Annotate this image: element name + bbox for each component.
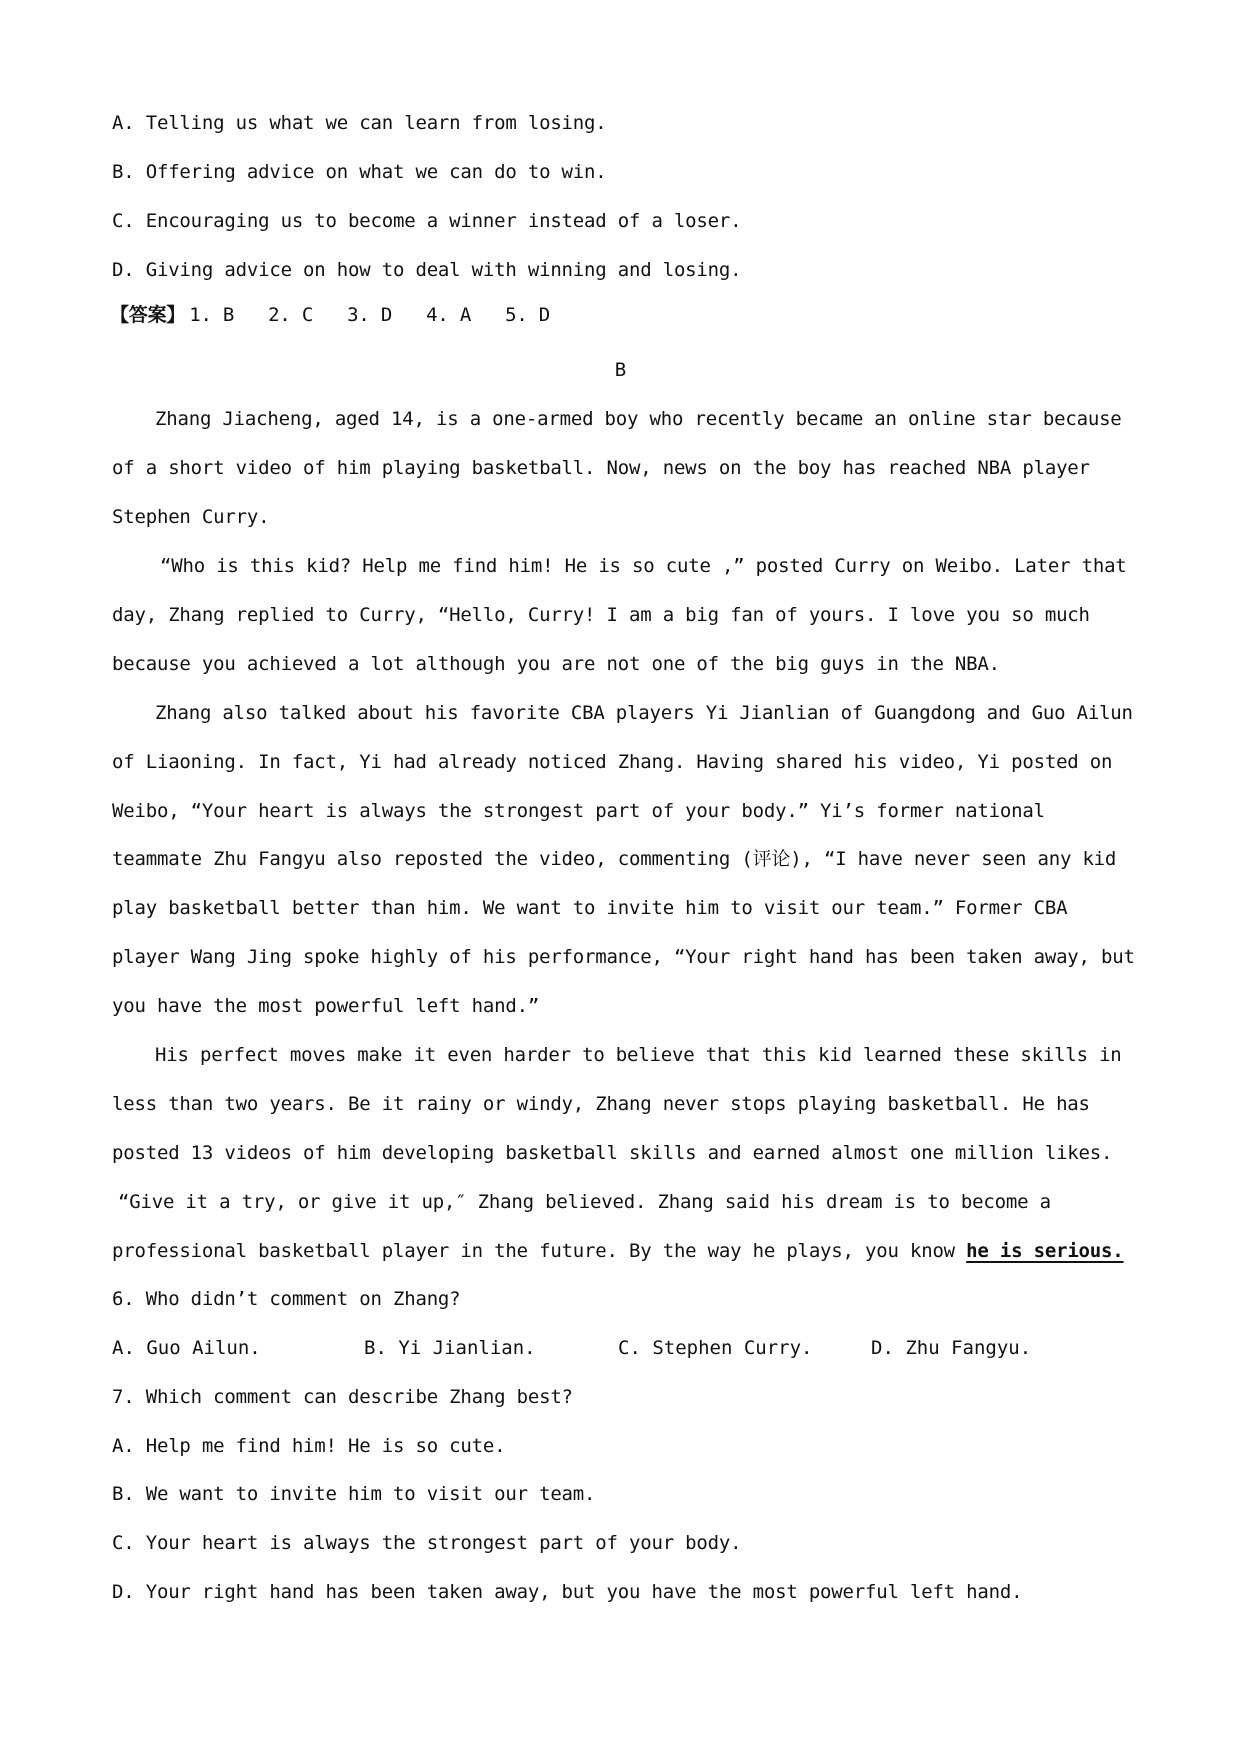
answer-key [110, 303, 584, 327]
passage-text: professional basketball player in the future. By the way he plays, you know [112, 1240, 967, 1262]
q6-option-c: C. Stephen Curry. [618, 1337, 813, 1359]
q7-option-b: B. We want to invite him to visit our team. [112, 1483, 596, 1505]
q7-option-d: D. Your right hand has been taken away, but you have the most powerful left hand. [112, 1581, 1023, 1603]
q7-option-c: C. Your heart is always the strongest part of your body. [112, 1532, 742, 1554]
passage-text: teammate Zhu Fangyu also reposted the video, commenting ( [112, 848, 753, 870]
q6-option-a: A. Guo Ailun. [112, 1337, 261, 1359]
prev-option-d: D. Giving advice on how to deal with winning and losing. [112, 259, 742, 281]
passage-text: ), “I have never seen any kid [790, 848, 1117, 870]
prev-option-c: C. Encouraging us to become a winner instead of a loser. [112, 210, 742, 232]
answer-item: 1. B [189, 304, 235, 326]
prev-option-a: A. Telling us what we can learn from losing. [112, 112, 607, 134]
passage-line: posted 13 videos of him developing basketball skills and earned almost one million likes. [112, 1142, 1113, 1164]
section-title: B [614, 359, 627, 381]
passage-line: you have the most powerful left hand.” [112, 995, 540, 1017]
passage-line: “Who is this kid? Help me find him! He is so cute ,” posted Curry on Weibo. Later that [160, 555, 1127, 577]
answer-item: 4. A [426, 304, 472, 326]
passage-line [112, 847, 1116, 871]
prev-option-b: B. Offering advice on what we can do to win. [112, 161, 607, 183]
passage-line: Zhang Jiacheng, aged 14, is a one-armed boy who recently became an online star because [155, 408, 1122, 430]
passage-line: of a short video of him playing basketball. Now, news on the boy has reached NBA player [112, 457, 1090, 479]
answer-item: 2. C [268, 304, 314, 326]
q7-option-a: A. Help me find him! He is so cute. [112, 1435, 506, 1457]
passage-line: Stephen Curry. [112, 506, 270, 528]
passage-line: “Give it a try, or give it up,″ Zhang believed. Zhang said his dream is to become a [118, 1191, 1051, 1213]
answer-item: 3. D [347, 304, 393, 326]
passage-line: because you achieved a lot although you are not one of the big guys in the NBA. [112, 653, 1000, 675]
chinese-gloss: 评论 [752, 848, 791, 870]
q6-option-b: B. Yi Jianlian. [364, 1337, 536, 1359]
answer-label: 【答案】 [110, 304, 186, 326]
passage-line: day, Zhang replied to Curry, “Hello, Curry! I am a big fan of yours. I love you so much [112, 604, 1090, 626]
passage-line: His perfect moves make it even harder to believe that this kid learned these skills in [155, 1044, 1122, 1066]
q6-option-d: D. Zhu Fangyu. [871, 1337, 1032, 1359]
passage-line: player Wang Jing spoke highly of his performance, “Your right hand has been taken away, but [112, 946, 1135, 968]
answer-item: 5. D [505, 304, 551, 326]
passage-line: less than two years. Be it rainy or windy, Zhang never stops playing basketball. He has [112, 1093, 1090, 1115]
underlined-phrase: he is serious. [966, 1240, 1124, 1262]
passage-line: Weibo, “Your heart is always the strongest part of your body.” Yi’s former national [112, 800, 1045, 822]
question-7-stem: 7. Which comment can describe Zhang best? [112, 1386, 573, 1408]
passage-line [112, 1239, 1124, 1263]
question-6-stem: 6. Who didn’t comment on Zhang? [112, 1288, 461, 1310]
passage-line: play basketball better than him. We want to invite him to visit our team.” Former CBA [112, 897, 1068, 919]
passage-line: Zhang also talked about his favorite CBA players Yi Jianlian of Guangdong and Guo Ailun [155, 702, 1133, 724]
passage-line: of Liaoning. In fact, Yi had already noticed Zhang. Having shared his video, Yi posted on [112, 751, 1113, 773]
